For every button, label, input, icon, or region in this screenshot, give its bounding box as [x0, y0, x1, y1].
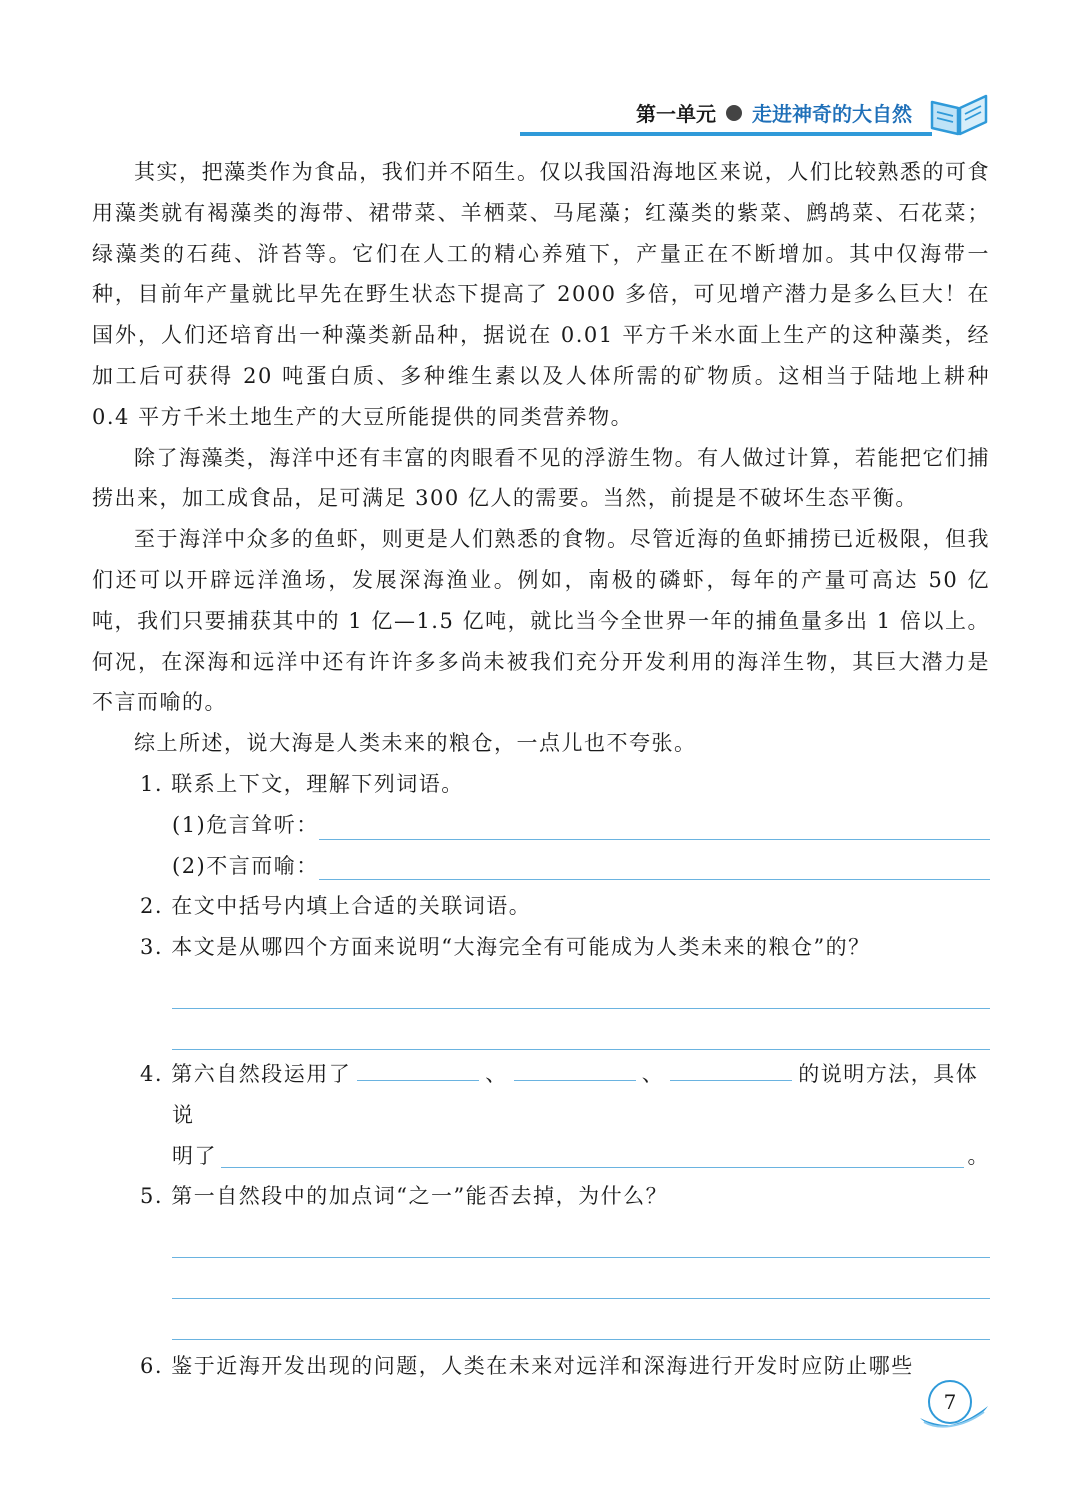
answer-line[interactable]: [172, 1009, 990, 1050]
header-rule: [520, 132, 932, 136]
question-4-mid: 的说明方法，具体说: [172, 1061, 979, 1127]
unit-title: 走进神奇的大自然: [752, 102, 912, 126]
question-1-sub-2: [172, 846, 990, 887]
question-4-end: 。: [967, 1143, 990, 1168]
question-6: 6. 鉴于近海开发出现的问题，人类在未来对远洋和深海进行开发时应防止哪些: [140, 1354, 914, 1379]
page-number-badge: [918, 1380, 990, 1430]
unit-header: [520, 92, 990, 136]
questions: [92, 764, 990, 1387]
fill-blank[interactable]: [670, 1056, 792, 1081]
answer-line[interactable]: [172, 1258, 990, 1299]
question-1-sub-1: [172, 805, 990, 846]
separator: 、: [485, 1061, 508, 1086]
paragraph-1: 其实，把藻类作为食品，我们并不陌生。仅以我国沿海地区来说，人们比较熟悉的可食用藻类就有褐藻类的海带、裙带菜、羊栖菜、马尾藻；红藻类的紫菜、鹧鸪菜、石花菜；绿藻类的石莼、浒苔等。它们在人工的精心养殖下，产量正在不断增加。其中仅海带一种，目前年产量就比早先在野生状态下提高了 2000 多倍，可见增产潜力是多么巨大！在国外，人们还培育出一种藻类新品种，据说在 0.01 平方千米水面上生产的这种藻类，经加工后可获得 20 吨蛋白质、多种维生素以及人体所需的矿物质。这相当于陆地上耕种 0.4 平方千米土地生产的大豆所能提供的同类营养物。: [92, 160, 990, 429]
answer-line[interactable]: [319, 811, 990, 840]
separator: 、: [641, 1061, 665, 1086]
answer-line[interactable]: [172, 968, 990, 1009]
question-4-start: 4. 第六自然段运用了: [140, 1061, 352, 1086]
paragraph-4: 综上所述，说大海是人类未来的粮仓，一点儿也不夸张。: [134, 731, 697, 756]
sub-label: (2)不言而喻：: [172, 853, 319, 878]
question-3: 3. 本文是从哪四个方面来说明“大海完全有可能成为人类未来的粮仓”的？: [140, 935, 871, 960]
page-content: [92, 152, 990, 1387]
unit-label: 第一单元: [636, 102, 716, 126]
fill-blank[interactable]: [357, 1056, 479, 1081]
question-4-continuation: [172, 1136, 990, 1177]
answer-line[interactable]: [221, 1141, 964, 1168]
paragraph-2: 除了海藻类，海洋中还有丰富的肉眼看不见的浮游生物。有人做过计算，若能把它们捕捞出来，加工成食品，足可满足 300 亿人的需要。当然，前提是不破坏生态平衡。: [92, 445, 990, 511]
question-4-cont: 明了: [172, 1143, 217, 1168]
question-1: 1. 联系上下文，理解下列词语。: [140, 771, 464, 796]
fill-blank[interactable]: [514, 1056, 636, 1081]
question-5: 5. 第一自然段中的加点词“之一”能否去掉，为什么？: [140, 1184, 669, 1209]
answer-line[interactable]: [172, 1299, 990, 1340]
unit-header-text: [636, 98, 912, 127]
page-number: 7: [928, 1380, 972, 1424]
question-2: 2. 在文中括号内填上合适的关联词语。: [140, 894, 532, 919]
question-4: [140, 1054, 990, 1136]
open-book-icon: [928, 92, 990, 136]
paragraph-3: 至于海洋中众多的鱼虾，则更是人们熟悉的食物。尽管近海的鱼虾捕捞已近极限，但我们还可以开辟远洋渔场，发展深海渔业。例如，南极的磷虾，每年的产量可高达 50 亿吨，我们只要捕获其中的 1 亿—1.5 亿吨，就比当今全世界一年的捕鱼量多出 1 倍以上。何况，在深海和远洋中还有许许多多尚未被我们充分开发利用的海洋生物，其巨大潜力是不言而喻的。: [92, 527, 990, 715]
bullet-dot-icon: [726, 105, 742, 121]
answer-line[interactable]: [172, 1217, 990, 1258]
answer-line[interactable]: [319, 851, 990, 880]
sub-label: (1)危言耸听：: [172, 812, 319, 837]
